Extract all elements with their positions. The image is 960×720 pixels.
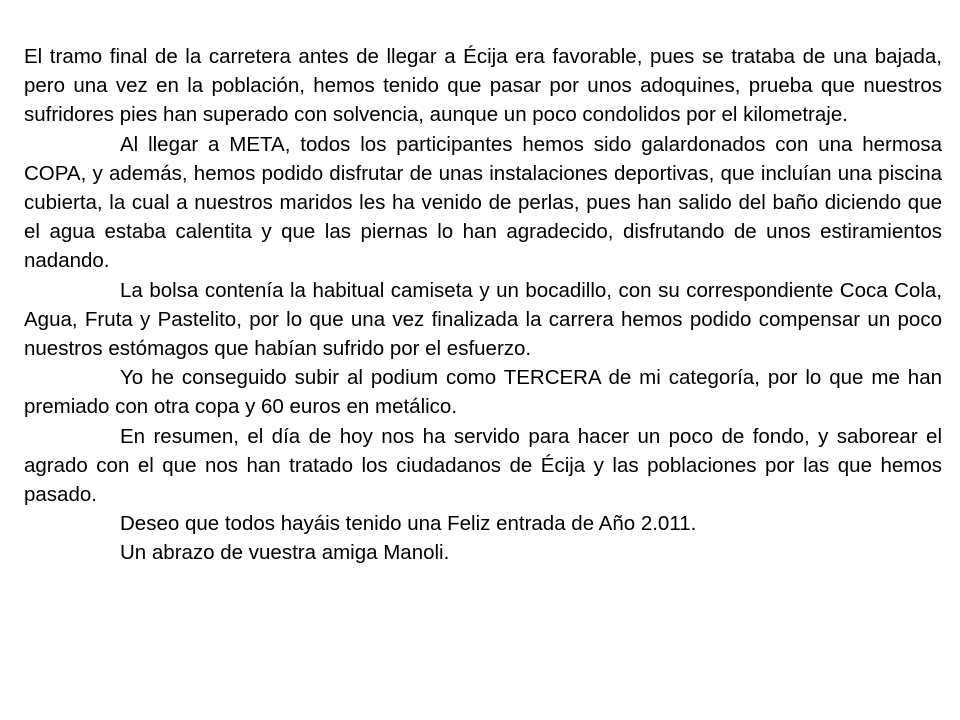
paragraph-4: Yo he conseguido subir al podium como TERCERA de mi categoría, por lo que me han premiado con otra copa y 60 euros en metálico. xyxy=(24,366,942,419)
paragraph-2: Al llegar a META, todos los participantes hemos sido galardonados con una hermosa COPA, y además, hemos podido disfrutar de unas instalaciones deportivas, que incluían una piscina cubierta, la cual a nuestros maridos les ha venido de perlas, pues han salido del baño diciendo que el agua estaba calentita y que las piernas lo han agradecido, disfrutando de unos estiramientos nadando. xyxy=(24,132,942,273)
paragraph-5: En resumen, el día de hoy nos ha servido para hacer un poco de fondo, y saborear el agrado con el que nos han tratado los ciudadanos de Écija y las poblaciones por las que hemos pasado. xyxy=(24,424,942,507)
paragraph-1: El tramo final de la carretera antes de llegar a Écija era favorable, pues se trataba de una bajada, pero una vez en la población, hemos tenido que pasar por unos adoquines, prueba que nuestros sufridores pies han superado con solvencia, aunque un poco condolidos por el kilometraje. xyxy=(24,45,942,127)
closing-line: Un abrazo de vuestra amiga Manoli. xyxy=(120,541,450,565)
document-body xyxy=(24,42,942,568)
paragraph-3: La bolsa contenía la habitual camiseta y un bocadillo, con su correspondiente Coca Cola, Agua, Fruta y Pastelito, por lo que una vez finalizada la carrera hemos podido compensar un poco nuestros estómagos que habían sufrido por el esfuerzo. xyxy=(24,278,942,361)
paragraph-6: Deseo que todos hayáis tenido una Feliz entrada de Año 2.011. xyxy=(120,512,697,536)
